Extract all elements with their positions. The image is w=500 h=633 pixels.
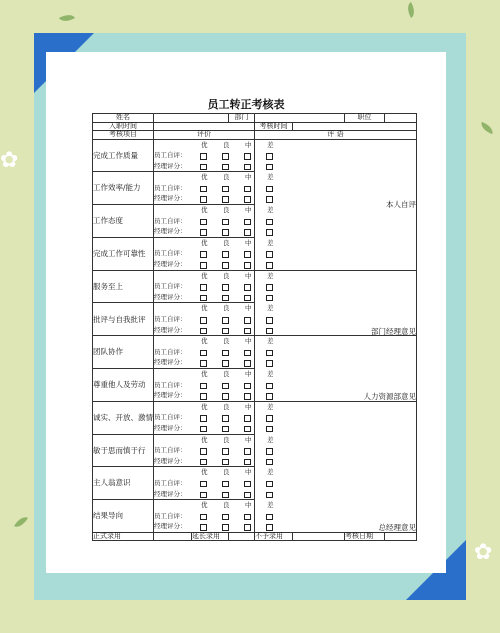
assessment-item: 工作效率/能力 [93,172,154,205]
self-rating-label: 员工自评： [154,347,187,356]
rating-checkbox[interactable] [200,328,207,335]
rating-checkbox[interactable] [222,514,229,521]
rating-checkbox[interactable] [222,383,229,390]
item-column-header: 考核项目 [93,131,154,140]
rating-checkbox[interactable] [266,492,273,499]
rating-checkbox[interactable] [266,383,273,390]
rating-checkbox[interactable] [222,153,229,160]
rating-checkbox[interactable] [222,426,229,433]
grade-label: 中 [245,402,252,411]
grade-label: 差 [267,206,274,215]
rating-checkbox[interactable] [244,514,251,521]
rating-checkbox[interactable] [244,415,251,422]
rating-checkbox[interactable] [222,219,229,226]
rating-checkbox[interactable] [266,317,273,324]
rating-checkbox[interactable] [244,383,251,390]
rating-checkbox[interactable] [266,251,273,258]
grade-label: 优 [201,501,208,510]
rating-checkbox[interactable] [244,317,251,324]
rating-checkbox[interactable] [222,350,229,357]
rating-cell [154,434,274,467]
grade-label: 差 [267,173,274,182]
position-label: 职位 [345,114,385,123]
manager-rating-label: 经理评分： [154,423,187,432]
assess-time-label: 考核时间 [255,122,293,131]
grade-label: 良 [223,173,230,182]
manager-rating-label: 经理评分： [154,522,187,531]
rating-checkbox[interactable] [266,186,273,193]
rating-cell [154,270,274,303]
grade-label: 中 [245,468,252,477]
rating-checkbox[interactable] [200,426,207,433]
assessment-item: 完成工作可靠性 [93,237,154,270]
rating-checkbox[interactable] [244,448,251,455]
rating-checkbox[interactable] [244,153,251,160]
rating-checkbox[interactable] [266,426,273,433]
manager-rating-label: 经理评分： [154,325,187,334]
assessment-table [92,113,417,541]
rating-checkbox[interactable] [266,164,273,171]
rating-checkbox[interactable] [244,284,251,291]
self-rating-label: 员工自评： [154,478,187,487]
manager-rating-label: 经理评分： [154,260,187,269]
rating-checkbox[interactable] [222,317,229,324]
grade-label: 中 [245,501,252,510]
rating-checkbox[interactable] [200,219,207,226]
assess-time-field[interactable] [293,122,417,131]
rating-checkbox[interactable] [200,164,207,171]
grade-label: 优 [201,435,208,444]
assessment-item: 结果导向 [93,500,154,533]
flower-icon: ✿ [0,148,19,173]
self-rating-label: 员工自评： [154,216,187,225]
self-rating-label: 员工自评： [154,413,187,422]
grade-label: 良 [223,238,230,247]
table-row [93,401,417,434]
rating-checkbox[interactable] [266,284,273,291]
assessment-item: 敏于思而慎于行 [93,434,154,467]
grade-label: 优 [201,271,208,280]
self-rating-label: 员工自评： [154,183,187,192]
rating-checkbox[interactable] [222,186,229,193]
self-rating-label: 员工自评： [154,249,187,258]
form-area [46,52,446,573]
grade-label: 良 [223,271,230,280]
comment-column-header: 评 语 [255,131,417,140]
assessment-item: 工作态度 [93,205,154,238]
rating-checkbox[interactable] [222,164,229,171]
rating-checkbox[interactable] [244,350,251,357]
rating-checkbox[interactable] [200,481,207,488]
manager-rating-label: 经理评分： [154,292,187,301]
rating-checkbox[interactable] [266,481,273,488]
rating-checkbox[interactable] [200,448,207,455]
manager-rating-label: 经理评分： [154,161,187,170]
extend-hire-label: 延长录用 [192,532,229,541]
manager-rating-label: 经理评分： [154,194,187,203]
page-title: 员工转正考核表 [207,98,285,111]
rating-checkbox[interactable] [266,295,273,302]
grade-label: 差 [267,140,274,149]
grade-label: 良 [223,304,230,313]
rating-checkbox[interactable] [222,196,229,203]
grade-label: 差 [267,271,274,280]
rating-checkbox[interactable] [222,448,229,455]
rating-checkbox[interactable] [200,295,207,302]
comment-cell[interactable]: 总经理意见 [255,401,417,532]
grade-label: 良 [223,206,230,215]
manager-rating-label: 经理评分： [154,489,187,498]
rating-checkbox[interactable] [244,196,251,203]
grade-label: 优 [201,468,208,477]
grade-label: 差 [267,337,274,346]
rating-checkbox[interactable] [244,262,251,269]
rating-checkbox[interactable] [266,219,273,226]
grade-label: 良 [223,369,230,378]
self-rating-label: 员工自评： [154,511,187,520]
rating-checkbox[interactable] [266,350,273,357]
rating-checkbox[interactable] [222,524,229,531]
grade-label: 中 [245,369,252,378]
rating-checkbox[interactable] [266,524,273,531]
assess-date-label: 考核日期 [345,532,385,541]
rating-checkbox[interactable] [200,360,207,367]
rating-checkbox[interactable] [200,317,207,324]
grade-label: 良 [223,337,230,346]
rating-checkbox[interactable] [244,186,251,193]
extend-hire-field[interactable] [229,532,255,541]
manager-rating-label: 经理评分： [154,358,187,367]
rating-checkbox[interactable] [266,196,273,203]
rating-cell [154,336,274,369]
name-field[interactable] [154,114,229,123]
grade-label: 差 [267,304,274,313]
rating-checkbox[interactable] [222,492,229,499]
rating-cell [154,303,274,336]
table-row [93,270,417,303]
rating-checkbox[interactable] [222,360,229,367]
rating-checkbox[interactable] [244,481,251,488]
rating-checkbox[interactable] [222,459,229,466]
rating-checkbox[interactable] [244,251,251,258]
grade-label: 中 [245,173,252,182]
rating-checkbox[interactable] [200,251,207,258]
rating-cell [154,205,274,238]
rating-checkbox[interactable] [222,229,229,236]
grade-label: 优 [201,173,208,182]
rating-checkbox[interactable] [244,459,251,466]
comment-cell[interactable]: 部门经理意见 [255,270,417,336]
rating-cell [154,237,274,270]
self-rating-label: 员工自评： [154,282,187,291]
rating-checkbox[interactable] [266,229,273,236]
dept-label: 部门 [229,114,255,123]
table-row [93,139,417,172]
grade-label: 中 [245,271,252,280]
rating-checkbox[interactable] [244,426,251,433]
grade-label: 中 [245,206,252,215]
grade-label: 差 [267,369,274,378]
rating-cell [154,368,274,401]
grade-label: 中 [245,337,252,346]
rating-checkbox[interactable] [244,229,251,236]
manager-rating-label: 经理评分： [154,391,187,400]
rating-checkbox[interactable] [266,459,273,466]
rating-checkbox[interactable] [222,284,229,291]
grade-label: 良 [223,402,230,411]
rating-checkbox[interactable] [200,415,207,422]
rating-checkbox[interactable] [200,229,207,236]
reject-label: 不予录用 [255,532,293,541]
rating-checkbox[interactable] [200,350,207,357]
grade-label: 优 [201,206,208,215]
rating-checkbox[interactable] [200,383,207,390]
assess-date-field[interactable] [385,532,417,541]
name-label: 姓名 [93,114,154,123]
self-rating-label: 员工自评： [154,380,187,389]
rating-checkbox[interactable] [222,393,229,400]
rating-cell [154,139,274,172]
self-rating-label: 员工自评： [154,315,187,323]
assessment-item: 团队协作 [93,336,154,369]
position-field[interactable] [385,114,417,123]
rating-cell [154,172,274,205]
rating-checkbox[interactable] [244,295,251,302]
rating-checkbox[interactable] [200,492,207,499]
assessment-item: 服务至上 [93,270,154,303]
rating-checkbox[interactable] [244,219,251,226]
grade-label: 中 [245,435,252,444]
rating-checkbox[interactable] [222,251,229,258]
manager-rating-label: 经理评分： [154,456,187,465]
self-rating-label: 员工自评： [154,151,187,160]
assessment-item: 批评与自我批评 [93,303,154,336]
self-rating-label: 员工自评： [154,446,187,455]
comment-cell[interactable]: 本人自评 [255,139,417,270]
rating-cell [154,467,274,500]
rating-checkbox[interactable] [200,186,207,193]
grade-label: 优 [201,369,208,378]
rating-checkbox[interactable] [200,153,207,160]
leaf-icon [404,2,418,18]
rating-checkbox[interactable] [200,524,207,531]
leaf-icon [59,11,75,25]
assessment-item: 完成工作质量 [93,139,154,172]
grade-label: 差 [267,501,274,510]
rating-checkbox[interactable] [266,415,273,422]
rating-checkbox[interactable] [222,481,229,488]
rating-checkbox[interactable] [200,393,207,400]
rating-checkbox[interactable] [266,262,273,269]
rating-checkbox[interactable] [200,196,207,203]
grade-label: 良 [223,140,230,149]
rating-checkbox[interactable] [266,360,273,367]
join-date-label: 入职时间 [93,122,154,131]
rating-checkbox[interactable] [200,514,207,521]
rating-checkbox[interactable] [200,284,207,291]
rating-checkbox[interactable] [266,328,273,335]
flower-icon: ✿ [474,540,493,565]
comment-cell[interactable]: 人力资源部意见 [255,336,417,402]
grade-label: 差 [267,435,274,444]
rating-checkbox[interactable] [266,514,273,521]
grade-label: 中 [245,140,252,149]
rating-checkbox[interactable] [200,459,207,466]
grade-label: 中 [245,304,252,313]
rating-checkbox[interactable] [244,492,251,499]
assessment-item: 尊重他人及劳动 [93,368,154,401]
rating-checkbox[interactable] [244,393,251,400]
rating-checkbox[interactable] [222,415,229,422]
grade-label: 良 [223,501,230,510]
manager-rating-label: 经理评分： [154,227,187,236]
rating-checkbox[interactable] [200,262,207,269]
grade-label: 良 [223,468,230,477]
decision-row [93,532,417,541]
grade-label: 优 [201,402,208,411]
grade-label: 差 [267,238,274,247]
rating-checkbox[interactable] [266,153,273,160]
regular-hire-field[interactable] [154,532,192,541]
leaf-icon [14,514,28,530]
assessment-item: 主人翁意识 [93,467,154,500]
rating-checkbox[interactable] [222,262,229,269]
grade-label: 优 [201,337,208,346]
rating-checkbox[interactable] [266,448,273,455]
grade-label: 优 [201,238,208,247]
reject-field[interactable] [293,532,345,541]
grade-label: 良 [223,435,230,444]
grade-label: 差 [267,468,274,477]
rating-checkbox[interactable] [244,164,251,171]
rating-cell [154,500,274,533]
assessment-item: 诚实、开放、激情 [93,401,154,434]
rating-checkbox[interactable] [222,328,229,335]
grade-label: 优 [201,304,208,313]
rating-checkbox[interactable] [222,295,229,302]
regular-hire-label: 正式录用 [93,532,154,541]
grade-label: 优 [201,140,208,149]
rating-cell [154,401,274,434]
rating-checkbox[interactable] [244,328,251,335]
rating-checkbox[interactable] [266,393,273,400]
rating-checkbox[interactable] [244,360,251,367]
leaf-icon [479,122,495,134]
table-row [93,336,417,369]
rating-column-header: 评价 [154,131,255,140]
grade-label: 差 [267,402,274,411]
rating-checkbox[interactable] [244,524,251,531]
grade-label: 中 [245,238,252,247]
dept-field[interactable] [255,114,345,123]
